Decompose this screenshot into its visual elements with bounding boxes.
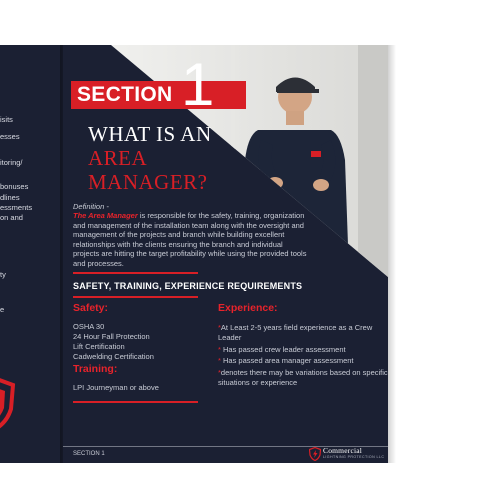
requirements-title: SAFETY, TRAINING, EXPERIENCE REQUIREMENTS: [73, 281, 303, 291]
footer-section-label: SECTION 1: [73, 451, 105, 457]
right-page: [63, 45, 388, 463]
asterisk: *: [218, 368, 221, 377]
asterisk: *: [218, 323, 221, 332]
brand-subtitle: LIGHTNING PROTECTION LLC: [323, 455, 385, 459]
safety-item: Lift Certification: [73, 342, 125, 351]
asterisk: *: [218, 356, 221, 365]
shield-icon: [0, 375, 16, 433]
definition-text: [73, 211, 308, 269]
safety-item: OSHA 30: [73, 322, 105, 331]
left-page-fragment: isits: [0, 115, 13, 124]
safety-item: 24 Hour Fall Protection: [73, 332, 150, 341]
section-number: 1: [181, 51, 215, 118]
divider: [73, 401, 198, 403]
left-page-fragment: e: [0, 305, 5, 314]
company-logo: [309, 446, 385, 462]
left-page-fragment: esses: [0, 132, 20, 141]
left-page-fragment: itoring/: [0, 158, 23, 167]
training-item: LPI Journeyman or above: [73, 383, 159, 392]
training-heading: Training:: [73, 363, 118, 375]
page-title-line-1: WHAT IS AN: [88, 122, 212, 146]
safety-heading: Safety:: [73, 302, 109, 314]
left-page-fragment: on and: [0, 213, 23, 222]
experience-item: * Has passed area manager assessment: [218, 356, 354, 365]
left-page-fragment: essments: [0, 203, 33, 212]
logo-shield-icon: [309, 447, 321, 461]
definition-emphasis: The Area Manager: [73, 211, 138, 220]
left-page-fragment: ty: [0, 270, 6, 279]
brand-name: Commercial: [323, 446, 363, 455]
page-shadow: [388, 45, 396, 463]
safety-item: Cadwelding Certification: [73, 352, 154, 361]
left-page-fragment: dlines: [0, 193, 20, 202]
left-page: [0, 45, 64, 463]
definition-label: Definition -: [73, 202, 109, 211]
divider: [73, 296, 198, 298]
experience-item: *At Least 2-5 years field experience as a Crew Leader: [218, 323, 373, 342]
asterisk: *: [218, 345, 221, 354]
page-title-line-2: AREA: [88, 146, 148, 170]
experience-note: *denotes there may be variations based on specific situations or experience: [218, 368, 388, 387]
definition-body: is responsible for the safety, training, organization and management of the installation team along with the oversight and management of the projects and branch while building excellent relationships with the clients ensuring the branch and individual projects are hitting the target profitability while using the provided tools and processes.: [73, 211, 307, 268]
left-page-fragment: bonuses: [0, 182, 29, 191]
divider: [73, 272, 198, 274]
page-title-line-3: MANAGER?: [88, 170, 208, 194]
experience-heading: Experience:: [218, 302, 278, 314]
section-label: SECTION: [77, 83, 173, 106]
experience-item: * Has passed crew leader assessment: [218, 345, 346, 354]
